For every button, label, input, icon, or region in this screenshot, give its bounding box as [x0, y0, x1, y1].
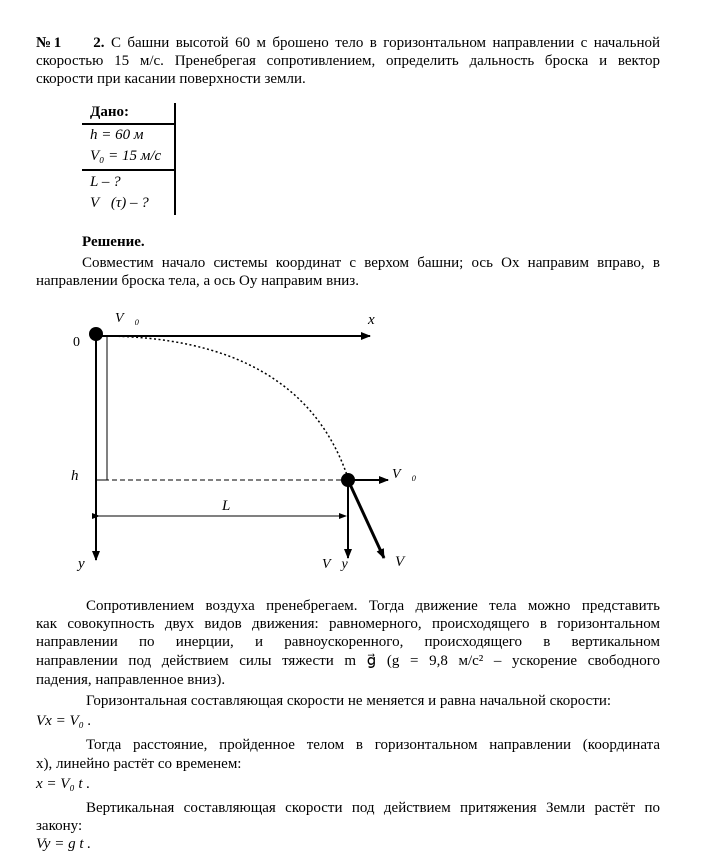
- label-L: L: [222, 498, 231, 514]
- solution-text-1: Совместим начало системы координат с верхом башни; ось Ох направим вправо, в: [82, 255, 660, 271]
- problem-number: 2.: [93, 35, 105, 51]
- v-resultant-arrow: [348, 480, 384, 558]
- problem-text-3: скорости при касании поверхности земли.: [36, 71, 306, 87]
- text-p2-3: направлении по инерции, и равноускоренного, происходящего в вертикальном: [36, 634, 660, 650]
- equation-x: x = V₀ t .: [36, 776, 91, 792]
- text-p2-2: как совокупность двух видов движения: равномерного, происходящего в горизонтальном: [36, 616, 660, 632]
- label-h: h: [71, 468, 79, 484]
- problem-text-2: скоростью 15 м/с. Пренебрегая сопротивлением, определить дальность броска и вектор: [36, 53, 660, 69]
- given-block: [82, 103, 178, 215]
- text-p4-1: Тогда расстояние, пройденное телом в горизонтальном направлении (координата: [86, 737, 660, 753]
- solution-text-2: направлении броска тела, а ось Оу направим вниз.: [36, 273, 359, 289]
- equation-vx: Vx = V₀ .: [36, 713, 92, 729]
- body-landing: [341, 473, 355, 487]
- given-v0: V₀ = 15 м/с: [90, 148, 162, 164]
- problem-line-1: [36, 34, 660, 52]
- label-v0-top: V⃗₀: [115, 311, 140, 326]
- text-p2-1: Сопротивлением воздуха пренебрегаем. Тогда движение тела можно представить: [86, 598, 660, 614]
- trajectory-diagram: [0, 295, 706, 585]
- equation-vy: Vy = g t .: [36, 836, 91, 852]
- text-p2-5: падения, направленное вниз).: [36, 672, 226, 688]
- given-title-underline: [82, 123, 176, 125]
- label-v0-right: V⃗₀: [392, 467, 417, 482]
- given-title: Дано:: [90, 104, 129, 120]
- text-p5-1: Вертикальная составляющая скорости под действием притяжения Земли растёт по: [86, 800, 660, 816]
- label-vy: V⃗y: [322, 557, 348, 572]
- given-find-separator: [82, 169, 176, 171]
- tower: [96, 336, 107, 480]
- problem-number-prefix: №1: [36, 35, 62, 51]
- label-y: y: [78, 556, 85, 572]
- body-start: [89, 327, 103, 341]
- label-zero: 0: [73, 335, 80, 350]
- label-v: V⃗: [395, 554, 416, 570]
- problem-text-1: С башни высотой 60 м брошено тело в горизонтальном направлении с начальной: [110, 35, 661, 51]
- given-h: h = 60 м: [90, 127, 144, 143]
- text-p4-2: x), линейно растёт со временем:: [36, 756, 242, 772]
- text-p2-4: направлении под действием силы тяжести m g⃗ (g = 9,8 м/с² – ускорение свободного: [36, 653, 660, 669]
- trajectory-curve: [100, 336, 348, 478]
- solution-title: Решение.: [82, 234, 145, 250]
- find-L: L – ?: [90, 174, 121, 190]
- text-p3: Горизонтальная составляющая скорости не меняется и равна начальной скорости:: [86, 693, 612, 709]
- find-V: V⃗(τ) – ?: [90, 195, 149, 211]
- label-x: x: [368, 312, 375, 328]
- text-p5-2: закону:: [36, 818, 83, 834]
- given-vertical-line: [174, 103, 176, 215]
